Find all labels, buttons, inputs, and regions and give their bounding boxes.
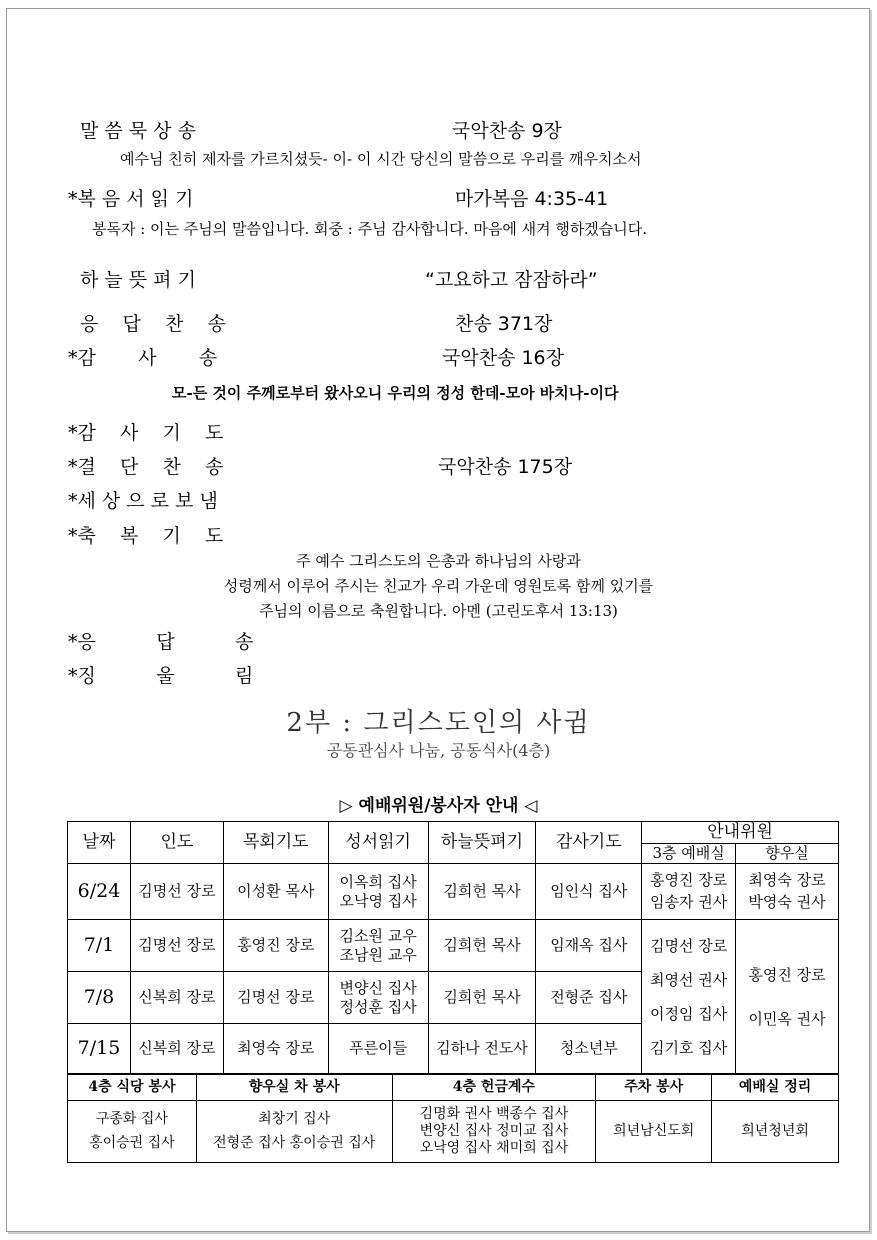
header-ushers: 안내위원 — [642, 822, 839, 844]
cell-reading: 푸른이들 — [328, 1024, 428, 1074]
benediction-line-3: 주님의 이름으로 축원합니다. 아멘 (고린도후서 13:13) — [259, 602, 618, 620]
part2-subtitle: 공동관심사 나눔, 공동식사(4층) — [326, 741, 551, 760]
cell-cafeteria: 구종화 집사 홍이승권 집사 — [68, 1101, 197, 1163]
cell-thanks: 전형준 집사 — [536, 972, 642, 1024]
cell-offering-count: 김명화 권사 백종수 집사 변양신 집사 정미교 집사 오낙영 집사 채미희 집사 — [392, 1101, 596, 1163]
header-thanks-prayer: 감사기도 — [536, 822, 642, 864]
cell-sermon: 김희헌 목사 — [428, 972, 536, 1024]
order-label-sending: *세 상 으 로 보 냄 — [68, 490, 218, 512]
closing-response: *응 답 송 — [68, 631, 254, 653]
cell-thanks: 임인식 집사 — [536, 864, 642, 920]
cell-lead: 김명선 장로 — [130, 920, 223, 972]
cell-prayer: 최영숙 장로 — [223, 1024, 328, 1074]
cell-date: 7/15 — [68, 1024, 131, 1074]
order-value-decision-hymn: 국악찬송 175장 — [438, 456, 573, 478]
schedule-table — [67, 821, 839, 1074]
order-label-thanks-prayer: *감 사 기 도 — [68, 422, 224, 444]
order-label-decision-hymn: *결 단 찬 송 — [68, 456, 224, 478]
cell-lead: 신복희 장로 — [130, 972, 223, 1024]
cell-thanks: 청소년부 — [536, 1024, 642, 1074]
header-offering-count: 4층 헌금계수 — [392, 1075, 596, 1101]
cell-sermon: 김희헌 목사 — [428, 864, 536, 920]
header-sermon: 하늘뜻펴기 — [428, 822, 536, 864]
order-value-meditation-hymn: 국악찬송 9장 — [452, 120, 562, 142]
header-scripture: 성서읽기 — [328, 822, 428, 864]
cell-reading: 변양신 집사 정성훈 집사 — [328, 972, 428, 1024]
cell-usher-hyangwoo: 최영숙 장로 박영숙 권사 — [736, 864, 839, 920]
order-note-thanks-song: 모-든 것이 주께로부터 왔사오니 우리의 정성 한데-모아 바치나-이다 — [172, 384, 619, 402]
order-value-thanks-song: 국악찬송 16장 — [442, 347, 564, 369]
order-label-benediction: *축 복 기 도 — [68, 525, 224, 547]
cell-tea: 최창기 집사 전형준 집사 홍이승권 집사 — [196, 1101, 392, 1163]
header-lead: 인도 — [130, 822, 223, 864]
cell-usher-3f-merged: 김명선 장로 최영선 권사 이정임 집사 김기호 집사 — [642, 920, 736, 1074]
header-tea: 향우실 차 봉사 — [196, 1075, 392, 1101]
cell-prayer: 홍영진 장로 — [223, 920, 328, 972]
header-cafeteria: 4층 식당 봉사 — [68, 1075, 197, 1101]
cell-sanctuary-cleanup: 희년청년회 — [712, 1101, 839, 1163]
table-row — [68, 864, 839, 920]
header-pastoral-prayer: 목회기도 — [223, 822, 328, 864]
cell-date: 7/8 — [68, 972, 131, 1024]
order-value-response-hymn: 찬송 371장 — [455, 313, 553, 335]
order-label-response-hymn: 응 답 찬 송 — [80, 313, 226, 335]
order-label-sermon: 하 늘 뜻 펴 기 — [80, 269, 196, 291]
order-note-reading: 봉독자 : 이는 주님의 말씀입니다. 회중 : 주님 감사합니다. 마음에 새겨 행하겠습니다. — [92, 220, 648, 238]
header-usher-3f: 3층 예배실 — [642, 844, 736, 864]
cell-reading: 이옥희 집사 오낙영 집사 — [328, 864, 428, 920]
benediction-line-2: 성령께서 이루어 주시는 친교가 우리 가운데 영원토록 함께 있기를 — [223, 577, 654, 595]
cell-lead: 신복희 장로 — [130, 1024, 223, 1074]
cell-usher-3f: 홍영진 장로 임송자 권사 — [642, 864, 736, 920]
header-date: 날짜 — [68, 822, 131, 864]
cell-prayer: 이성환 목사 — [223, 864, 328, 920]
cell-date: 6/24 — [68, 864, 131, 920]
service-table — [67, 1074, 839, 1163]
benediction-line-1: 주 예수 그리스도의 은총과 하나님의 사랑과 — [296, 552, 581, 570]
cell-thanks: 임재옥 집사 — [536, 920, 642, 972]
closing-bell: *징 울 림 — [68, 665, 254, 687]
cell-reading: 김소원 교우 조남원 교우 — [328, 920, 428, 972]
order-label-meditation-hymn: 말 씀 묵 상 송 — [80, 120, 196, 142]
cell-usher-hyangwoo-merged: 홍영진 장로 이민옥 권사 — [736, 920, 839, 1074]
info-title: ▷ 예배위원/봉사자 안내 ◁ — [339, 796, 538, 816]
order-label-thanks-song: *감 사 송 — [68, 347, 218, 369]
order-value-gospel-reading: 마가복음 4:35-41 — [455, 188, 609, 210]
cell-sermon: 김하나 전도사 — [428, 1024, 536, 1074]
header-usher-hyangwoo: 향우실 — [736, 844, 839, 864]
header-sanctuary-cleanup: 예배실 정리 — [712, 1075, 839, 1101]
cell-sermon: 김희헌 목사 — [428, 920, 536, 972]
cell-prayer: 김명선 장로 — [223, 972, 328, 1024]
order-value-sermon: “고요하고 잠잠하라” — [425, 269, 598, 291]
cell-lead: 김명선 장로 — [130, 864, 223, 920]
header-parking: 주차 봉사 — [596, 1075, 712, 1101]
order-label-gospel-reading: *복 음 서 읽 기 — [68, 188, 194, 210]
order-note-meditation: 예수님 친히 제자를 가르치셨듯- 이- 이 시간 당신의 말씀으로 우리를 깨우치소서 — [120, 150, 642, 168]
part2-title: 2부 : 그리스도인의 사귐 — [286, 708, 591, 738]
cell-date: 7/1 — [68, 920, 131, 972]
table-row — [68, 920, 839, 972]
cell-parking: 희년남신도회 — [596, 1101, 712, 1163]
